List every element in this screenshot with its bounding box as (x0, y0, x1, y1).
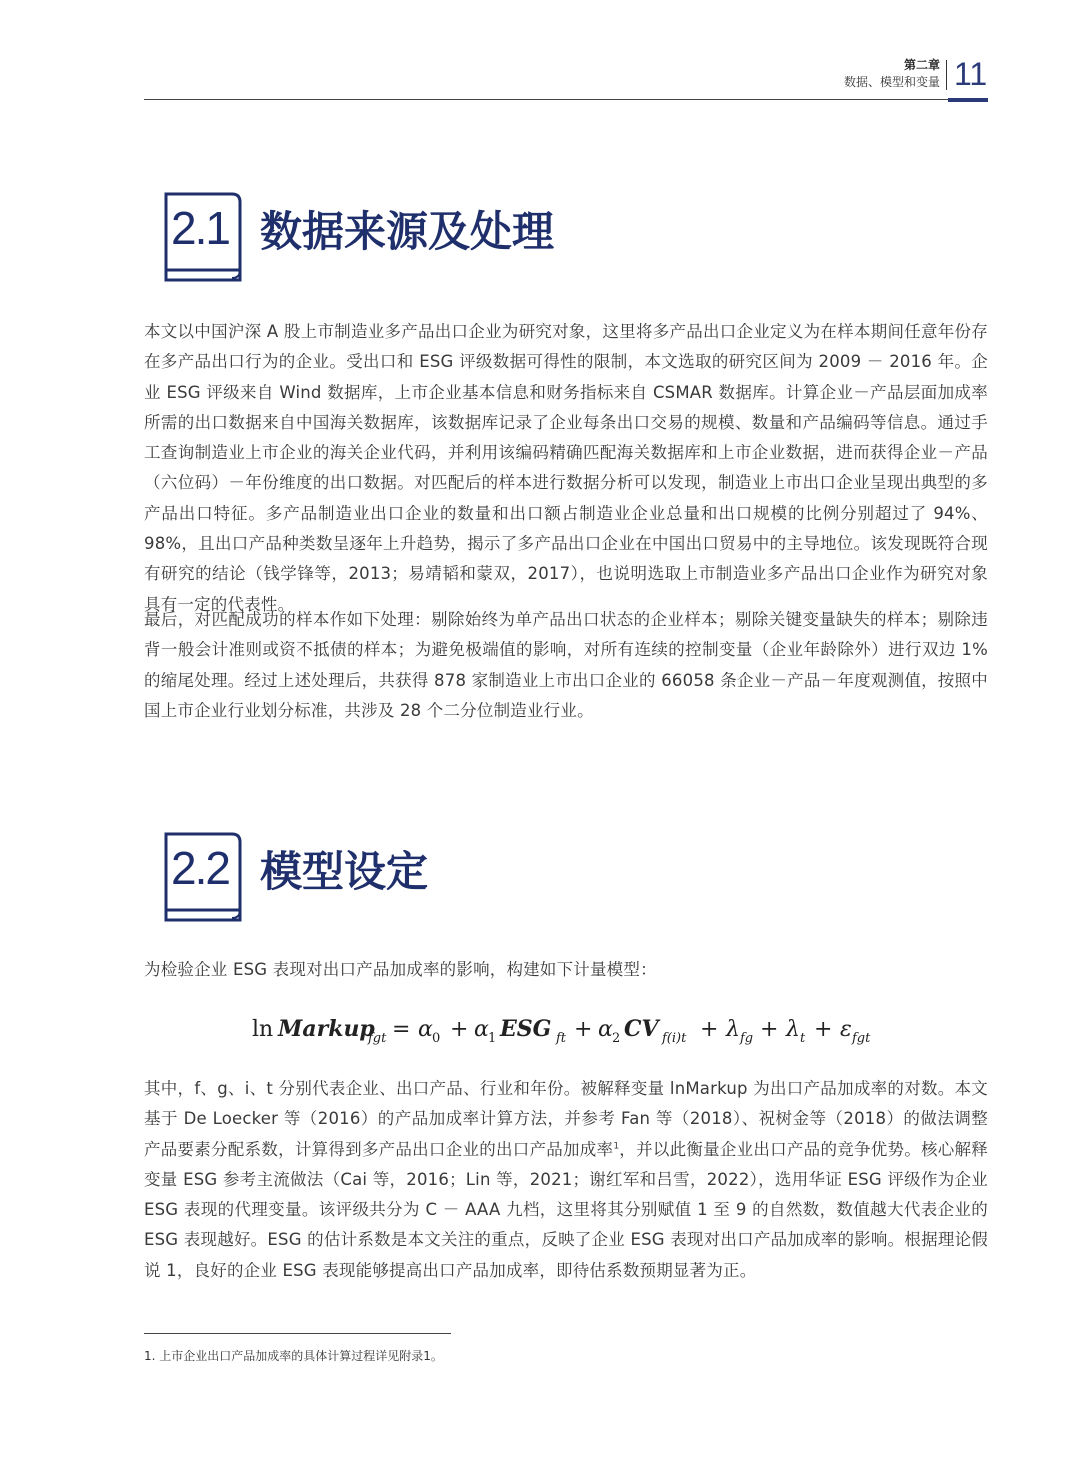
header-accent-bar (948, 98, 988, 102)
formula-cv: CV (624, 1016, 659, 1042)
body-paragraph: 为检验企业 ESG 表现对出口产品加成率的影响，构建如下计量模型： (144, 960, 657, 979)
formula-lhs-var: Markup (278, 1016, 375, 1042)
page-number: 11 (954, 56, 988, 92)
header-divider (946, 60, 947, 90)
formula-plus: + (450, 1017, 469, 1042)
formula-alpha2-sub: 2 (612, 1031, 621, 1046)
section-title: 模型设定 (260, 847, 429, 896)
formula-plus: + (760, 1017, 779, 1042)
body-paragraph: 本文以中国沪深 A 股上市制造业多产品出口企业为研究对象，这里将多产品出口企业定义为在样本期间任意年份存在多产品出口行为的企业。受出口和 ESG 评级数据可得性的限制，本文选取的研究区间为 2009 － 2016 年。企业 ESG 评级来自 Wind 数据库，上市企业基本信息和财务指标来自 CSMAR 数据库。计算企业－产品层面加成率所需的出口数据来自中国海关数据库，该数据库记录了企业每条出口交易的规模、数量和产品编码等信息。通过手工查询制造业上市企业的海关企业代码，并利用该编码精确匹配海关数据库和上市企业数据，进而获得企业－产品（六位码）－年份维度的出口数据。对匹配后的样本进行数据分析可以发现，制造业上市出口企业呈现出典型的多产品出口特征。多产品制造业出口企业的数量和出口额占制造业企业总量和出口规模的比例分别超过了 94%、98%，且出口产品种类数呈逐年上升趋势，揭示了多产品出口企业在中国出口贸易中的主导地位。该发现既符合现有研究的结论（钱学锋等，2013；易靖韬和蒙双，2017），也说明选取上市制造业多产品出口企业作为研究对象具有一定的代表性。 (144, 322, 988, 614)
formula-epsilon-sub: fgt (852, 1031, 871, 1046)
formula-alpha0: α (418, 1017, 433, 1042)
formula-alpha0-sub: 0 (432, 1031, 441, 1046)
formula-plus: + (814, 1017, 833, 1042)
header-rule (144, 99, 987, 100)
section-title: 数据来源及处理 (260, 207, 555, 256)
formula-alpha1-sub: 1 (488, 1031, 497, 1046)
section-heading-2-1 (162, 190, 762, 286)
formula-alpha1: α (474, 1017, 489, 1042)
chapter-label: 第二章 (903, 58, 940, 72)
formula-alpha2: α (598, 1017, 613, 1042)
section-heading-2-2 (162, 830, 762, 926)
section-number-badge (162, 190, 242, 282)
formula-epsilon: ε (840, 1017, 852, 1042)
formula-lhs-sub: fgt (368, 1031, 387, 1046)
paragraph-text: 其中，f、g、i、t 分别代表企业、出口产品、行业和年份。被解释变量 lnMarkup 为出口产品加成率的对数。本文基于 De Loecker 等（2016）的产品加成率计算方法，并参考 Fan 等（2018）、祝树金等（2018）的做法调整产品要素分配系数，计算得到多产品出口企业的出口产品加成率 (144, 1079, 988, 1159)
regression-formula (252, 1008, 892, 1052)
formula-lambda2: λ (786, 1017, 800, 1042)
formula-cv-sub: f(i)t (662, 1031, 687, 1046)
footnote-rule (144, 1333, 451, 1334)
paragraph-text: ，并以此衡量企业出口产品的竞争优势。核心解释变量 ESG 参考主流做法（Cai 等，2016；Lin 等，2021；谢红军和吕雪，2022），选用华证 ESG 评级作为企业 ESG 表现的代理变量。该评级共分为 C － AAA 九档，这里将其分别赋值 1 至 9 的自然数，数值越大代表企业的 ESG 表现越好。ESG 的估计系数是本文关注的重点，反映了企业 ESG 表现对出口产品加成率的影响。根据理论假说 1，良好的企业 ESG 表现能够提高出口产品加成率，即待估系数预期显著为正。 (144, 1139, 988, 1280)
formula-plus: + (700, 1017, 719, 1042)
footnote: 1. 上市企业出口产品加成率的具体计算过程详见附录1。 (144, 1349, 443, 1363)
body-paragraph: 最后，对匹配成功的样本作如下处理：剔除始终为单产品出口状态的企业样本；剔除关键变量缺失的样本；剔除违背一般会计准则或资不抵债的样本；为避免极端值的影响，对所有连续的控制变量（企业年龄除外）进行双边 1% 的缩尾处理。经过上述处理后，共获得 878 家制造业上市出口企业的 66058 条企业－产品－年度观测值，按照中国上市企业行业划分标准，共涉及 28 个二分位制造业行业。 (144, 610, 988, 720)
formula-esg: ESG (500, 1016, 552, 1042)
section-number-badge (162, 830, 242, 922)
formula-lambda2-sub: t (800, 1031, 806, 1046)
formula-lambda1-sub: fg (740, 1031, 754, 1046)
formula-plus: + (574, 1017, 593, 1042)
section-number: 2.1 (171, 202, 229, 254)
footnote-ref: 1 (613, 1141, 620, 1152)
body-paragraph (144, 1074, 988, 1286)
formula-ln: ln (252, 1017, 274, 1042)
formula-equals: = (392, 1017, 411, 1042)
chapter-subtitle: 数据、模型和变量 (843, 75, 940, 89)
formula-lambda1: λ (726, 1017, 740, 1042)
section-number: 2.2 (171, 842, 229, 894)
formula-esg-sub: ft (556, 1031, 567, 1046)
